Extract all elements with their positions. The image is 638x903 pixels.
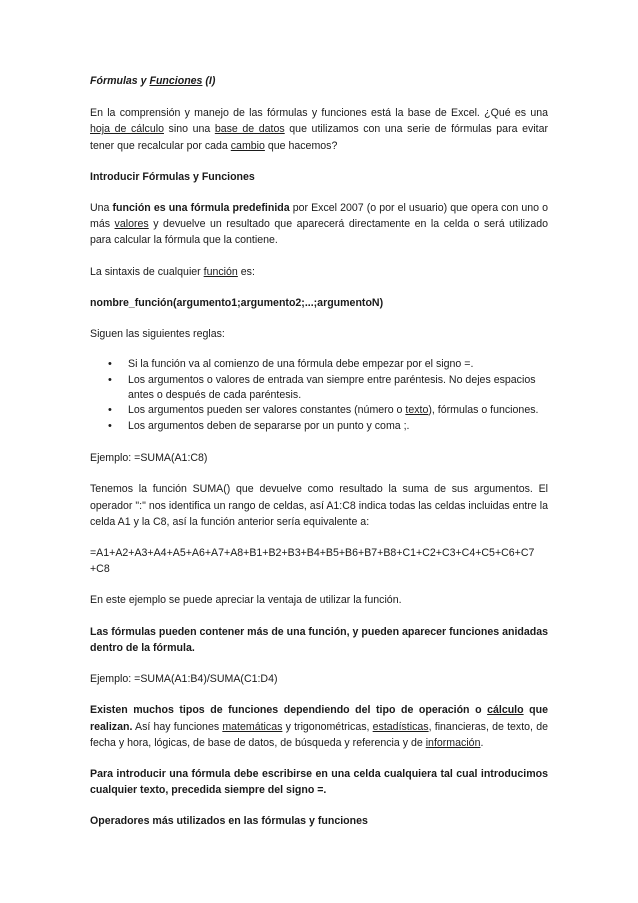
syntax-intro-text-2: es: (237, 265, 255, 278)
rules-list (90, 357, 548, 434)
link-estadisticas[interactable]: estadísticas (372, 720, 429, 733)
definition-text-2: por Excel 2007 (o por el usuario) que opera con uno o más (90, 202, 548, 231)
types-bold-1: Existen muchos tipos de funciones dependiendo del tipo de operación o (90, 704, 488, 717)
definition-paragraph (90, 200, 548, 249)
link-matematicas[interactable]: matemáticas (222, 720, 283, 733)
link-funcion[interactable]: función (203, 265, 238, 278)
document-title (90, 73, 548, 89)
intro-text-4: que hacemos? (264, 139, 338, 152)
example-1: Ejemplo: =SUMA(A1:C8) (90, 452, 208, 465)
link-cambio[interactable]: cambio (230, 139, 265, 152)
link-calculo[interactable]: cálculo (487, 704, 524, 717)
list-item: • Los argumentos o valores de entrada van siempre entre paréntesis. No dejes espacios antes o después de cada paréntesis. (128, 373, 548, 404)
types-text-3: , financieras, de texto, de fecha y hora, lógicas, de base de datos, de búsqueda y referencia y de (90, 720, 548, 749)
syntax-intro-text-1: La sintaxis de cualquier (90, 265, 204, 278)
syntax-intro (90, 264, 548, 280)
link-hoja-de-calculo[interactable]: hoja de cálculo (90, 123, 164, 136)
list-item (128, 403, 548, 418)
title-link-funciones[interactable]: Funciones (149, 75, 203, 87)
definition-text-1: Una (90, 202, 113, 215)
syntax-line: nombre_función(argumento1;argumento2;...;argumentoN) (90, 296, 384, 309)
expanded-formula (90, 545, 548, 577)
document-body (90, 73, 548, 845)
intro-text-3: que utilizamos con una serie de fórmulas para evitar tener que recalcular por cada (90, 123, 548, 152)
nested-functions-paragraph: Las fórmulas pueden contener más de una función, y pueden aparecer funciones anidadas dentro de la fórmula. (90, 625, 548, 654)
intro-text-2: sino una (163, 123, 215, 136)
formula-line-1: =A1+A2+A3+A4+A5+A6+A7+A8+B1+B2+B3+B4+B5+B6+B7+B8+C1+C2+C3+C4+C5+C6+C7 (90, 547, 535, 560)
function-types-paragraph (90, 702, 548, 751)
types-text-4: . (480, 736, 484, 749)
rule-3-text-1: Los argumentos pueden ser valores constantes (número o (128, 404, 406, 417)
heading-introducir: Introducir Fórmulas y Funciones (90, 170, 255, 183)
heading-operadores: Operadores más utilizados en las fórmulas y funciones (90, 815, 368, 828)
types-text-1: Así hay funciones (132, 720, 223, 733)
title-prefix: Fórmulas y (90, 75, 150, 87)
link-texto[interactable]: texto (405, 404, 429, 417)
link-base-de-datos[interactable]: base de datos (214, 123, 285, 136)
intro-paragraph (90, 105, 548, 154)
suma-explanation: Tenemos la función SUMA() que devuelve como resultado la suma de sus argumentos. El operador ":" nos identifica un rango de celdas, así A1:C8 indica todas las celdas incluidas entre la celda A1 y la C8, así la función anterior sería equivalente a: (90, 483, 548, 528)
formula-line-2: +C8 (90, 563, 110, 576)
types-bold-2: que realizan. (90, 704, 548, 733)
link-valores[interactable]: valores (114, 218, 149, 231)
definition-bold: función es una fórmula predefinida (112, 202, 290, 215)
list-item: • Si la función va al comienzo de una fórmula debe empezar por el signo =. (128, 357, 548, 372)
link-informacion[interactable]: información (425, 736, 481, 749)
rules-intro: Siguen las siguientes reglas: (90, 328, 225, 341)
advantage-paragraph: En este ejemplo se puede apreciar la ventaja de utilizar la función. (90, 594, 402, 607)
example-2: Ejemplo: =SUMA(A1:B4)/SUMA(C1:D4) (90, 673, 278, 686)
title-suffix: (I) (202, 75, 216, 87)
enter-formula-paragraph: Para introducir una fórmula debe escribirse en una celda cualquiera tal cual introducimos cualquier texto, precedida siempre del signo =. (90, 767, 548, 797)
intro-text-1: En la comprensión y manejo de las fórmulas y funciones está la base de Excel. ¿Qué es una (90, 107, 548, 120)
definition-text-3: y devuelve un resultado que aparecerá directamente en la celda o será utilizado para calcular la fórmula que la contiene. (90, 218, 548, 247)
list-item: • Los argumentos deben de separarse por un punto y coma ;. (128, 419, 548, 434)
rule-3-text-2: ), fórmulas o funciones. (428, 404, 539, 417)
types-text-2: y trigonométricas, (282, 720, 373, 733)
